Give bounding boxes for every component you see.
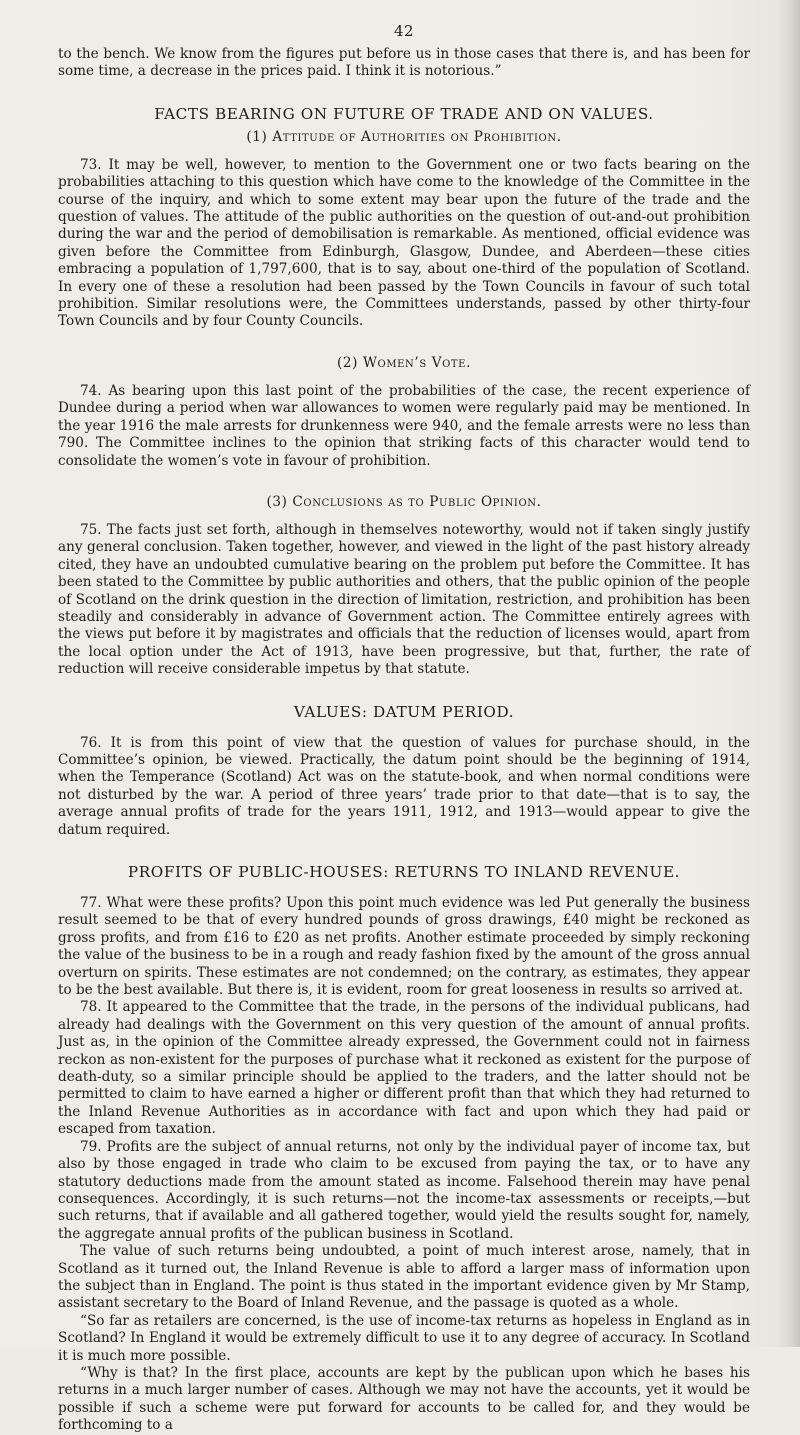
paragraph-75: 75. The facts just set forth, although in themselves noteworthy, would not if taken singly justify any general conclusion. Taken together, however, and viewed in the light of the past history already cited, they have an undoubted cumulative bearing on the problem put before the Committee. It has been stated to the Committee by public authorities and others, that the public opinion of the people of Scotland on the drink question in the direction of limitation, restriction, and prohibition has been steadily and considerably in advance of Government action. The Committee entirely agrees with the views put before it by magistrates and officials that the reduction of licenses would, apart from the local option under the Act of 1913, have been progressive, but that, further, the rate of reduction will receive considerable impetus by that statute. [58, 521, 750, 678]
paragraph-78: 78. It appeared to the Committee that the trade, in the persons of the individual publicans, had already had dealings with the Government on this very question of the amount of annual profits. Just as, in the opinion of the Committee already expressed, the Government could not in fairness reckon as non-existent for the purposes of purchase what it reckoned as existent for the purpose of death-duty, so a similar principle should be applied to the traders, and the latter should not be permitted to claim to have earned a higher or different profit than that which they had returned to the Inland Revenue Authorities as in accordance with fact and upon which they had paid or escaped from taxation. [58, 999, 750, 1138]
paragraph-73: 73. It may be well, however, to mention to the Government one or two facts bearing on the probabilities attaching to this question which have come to the knowledge of the Committee in the course of the inquiry, and which to some extent may bear upon the future of the trade and the question of values. The attitude of the public authorities on the question of out-and-out prohibition during the war and the period of demobilisation is remarkable. As mentioned, official evidence was given before the Committee from Edinburgh, Glasgow, Dundee, and Aberdeen—these cities embracing a population of 1,797,600, that is to say, about one-third of the population of Scotland. In every one of these a resolution had been passed by the Town Councils in favour of such total prohibition. Similar resolutions were, the Committees understands, passed by other thirty-four Town Councils and by four County Councils. [58, 156, 750, 330]
section-heading-values: VALUES: DATUM PERIOD. [293, 702, 515, 721]
subheading-womens-vote: (2) Women’s Vote. [336, 354, 472, 371]
paragraph-79-continued: The value of such returns being undoubted, a point of much interest arose, namely, that in Scotland as it turned out, the Inland Revenue is able to afford a larger mass of information upon the subject than in England. The point is thus stated in the important evidence given by Mr Stamp, assistant secretary to the Board of Inland Revenue, and the passage is quoted as a whole. [58, 1243, 750, 1312]
section-heading-profits: PROFITS OF PUBLIC-HOUSES: RETURNS TO INLAND REVENUE. [127, 863, 681, 881]
section-heading-facts: FACTS BEARING ON FUTURE OF TRADE AND ON VALUES. [154, 104, 654, 123]
page-number: 42 [393, 22, 415, 40]
continuation-paragraph: to the bench. We know from the figures put before us in those cases that there is, and has been for some time, a decrease in the prices paid. I think it is notorious.” [58, 46, 750, 80]
paragraph-76: 76. It is from this point of view that the question of values for purchase should, in the Committee’s opinion, be viewed. Practically, the datum point should be the beginning of 1914, when the Temperance (Scotland) Act was on the statute-book, and when normal conditions were not disturbed by the war. A period of three years’ trade prior to that date—that is to say, the average annual profits of trade for the years 1911, 1912, and 1913—would appear to give the datum required. [58, 734, 750, 838]
paragraph-77: 77. What were these profits? Upon this point much evidence was led Put generally the business result seemed to be that of every hundred pounds of gross drawings, £40 might be reckoned as gross profits, and from £16 to £20 as net profits. Another estimate proceeded by simply reckoning the value of the business to be in a rough and ready fashion fixed by the amount of the gross annual overturn on spirits. These estimates are not condemned; on the contrary, as estimates, they appear to be the best available. But there is, it is evident, room for great looseness in results so arrived at. [58, 895, 750, 999]
paragraph-74: 74. As bearing upon this last point of the probabilities of the case, the recent experience of Dundee during a period when war allowances to women were regularly paid may be mentioned. In the year 1916 the male arrests for drunkenness were 940, and the female arrests were no less than 790. The Committee inclines to the opinion that striking facts of this character would tend to consolidate the women’s vote in favour of prohibition. [58, 382, 750, 469]
paragraph-79: 79. Profits are the subject of annual returns, not only by the individual payer of income tax, but also by those engaged in trade who claim to be excused from paying the tax, or to have any statutory deductions made from the amount stated as income. Falsehood therein may have penal consequences. Accordingly, it is such returns—not the income-tax assessments or receipts,—but such returns, that if available and all gathered together, would yield the results sought for, namely, the aggregate annual profits of the publican business in Scotland. [58, 1138, 750, 1242]
quotation-paragraph-1: “So far as retailers are concerned, is the use of income-tax returns as hopeless in England as in Scotland? In England it would be extremely difficult to use it to any degree of accuracy. In Scotland it is much more possible. [58, 1312, 750, 1364]
subheading-conclusions: (3) Conclusions as to Public Opinion. [266, 493, 542, 510]
subheading-attitude: (1) Attitude of Authorities on Prohibition. [246, 128, 562, 145]
page-edge-shadow [778, 0, 800, 1347]
quotation-paragraph-2: “Why is that? In the first place, accounts are kept by the publican upon which he bases his returns in a much larger number of cases. Although we may not have the accounts, yet it would be possible if such a scheme were put forward for accounts to be called for, and they would be forthcoming to a [58, 1364, 750, 1434]
